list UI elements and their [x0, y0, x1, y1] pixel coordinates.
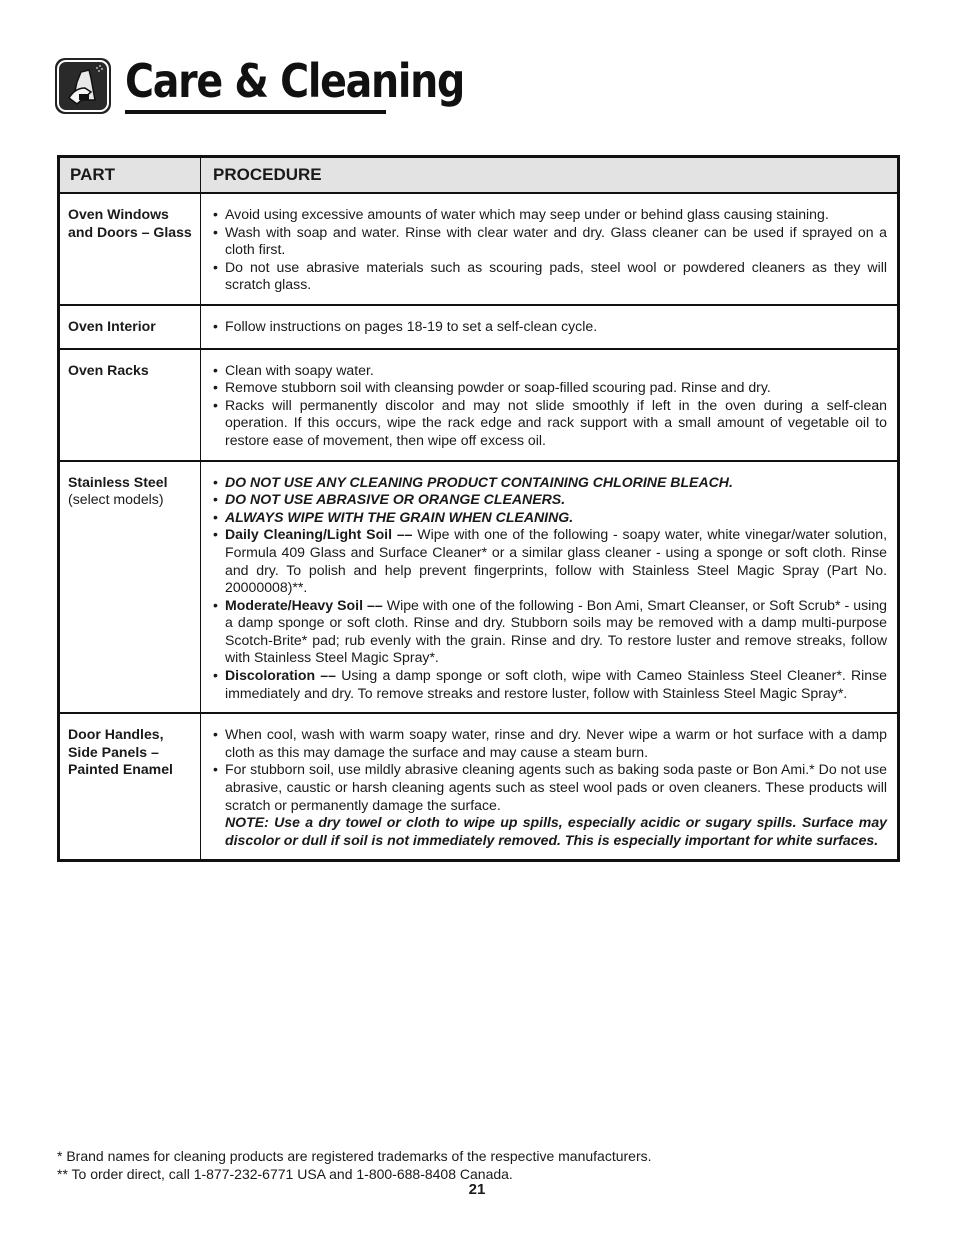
table-row — [59, 461, 899, 714]
procedure-cell — [201, 193, 899, 305]
procedure-list — [211, 362, 887, 450]
table-header-row — [59, 157, 899, 194]
procedure-text: Wipe with one of the following - Bon Ami, Smart Cleanser, or Soft Scrub* - using a damp sponge or soft cloth. Rinse and dry. Stubborn soils may be removed with a damp multi-purpose Scotch-Brite* pad; rub evenly with the grain. Rinse and dry. To restore luster and remove streaks, follow with Stainless Steel Magic Spray*. — [225, 596, 887, 666]
part-cell — [59, 305, 201, 349]
part-cell — [59, 461, 201, 714]
table-row — [59, 713, 899, 861]
procedure-item — [211, 397, 887, 450]
procedure-text: When cool, wash with warm soapy water, rinse and dry. Never wipe a warm or hot surface with a damp cloth as this may damage the surface and may cause a steam burn. — [225, 726, 887, 760]
column-header-part: PART — [59, 157, 201, 194]
procedure-item — [211, 667, 887, 702]
procedure-text: Wipe with one of the following - soapy water, white vinegar/water solution, Formula 409 Glass and Surface Cleaner* or a similar glass cleaner - using a sponge or soft cloth. Rinse and dry. To polish and help prevent fingerprints, follow with Stainless Steel Magic Spray (Part No. 20000008)**. — [225, 526, 887, 596]
footnote-order: ** To order direct, call 1-877-232-6771 USA and 1-800-688-8408 Canada. — [57, 1166, 513, 1182]
warning-text: DO NOT USE ABRASIVE OR ORANGE CLEANERS. — [225, 491, 566, 508]
care-cleaning-table — [57, 155, 900, 862]
table-row — [59, 349, 899, 461]
footnote-trademark: * Brand names for cleaning products are registered trademarks of the respective manufacturers. — [57, 1148, 652, 1164]
procedure-text: Racks will permanently discolor and may not slide smoothly if left in the oven during a self-clean operation. If this occurs, wipe the rack edge and rack support with a small amount of vegetable oil to restore ease of movement, then wipe off excess oil. — [225, 396, 887, 448]
footnotes — [57, 1147, 652, 1183]
procedure-item — [211, 318, 887, 336]
procedure-item — [211, 726, 887, 761]
part-cell — [59, 349, 201, 461]
procedure-text: Do not use abrasive materials such as scouring pads, steel wool or powdered cleaners as they will scratch glass. — [225, 258, 887, 293]
table-row — [59, 305, 899, 349]
procedure-cell — [201, 349, 899, 461]
procedure-text: Wash with soap and water. Rinse with clear water and dry. Glass cleaner can be used if sprayed on a cloth first. — [225, 223, 887, 258]
part-cell — [59, 713, 201, 861]
procedure-item — [211, 526, 887, 596]
procedure-item — [211, 509, 887, 527]
cleaning-spray-icon — [55, 58, 111, 114]
procedure-item — [211, 259, 887, 294]
procedure-lead: Discoloration –– — [225, 667, 336, 684]
procedure-text: Avoid using excessive amounts of water which may seep under or behind glass causing staining. — [225, 206, 829, 222]
procedure-cell — [201, 305, 899, 349]
procedure-item — [211, 597, 887, 667]
part-name: Door Handles, Side Panels – Painted Enamel — [68, 726, 173, 778]
part-note: (select models) — [68, 491, 164, 508]
procedure-text: Using a damp sponge or soft cloth, wipe with Cameo Stainless Steel Cleaner*. Rinse immediately and dry. To remove streaks and restore luster, follow with Stainless Steel Magic Spray*. — [225, 667, 887, 701]
table-row — [59, 193, 899, 305]
procedure-lead: Moderate/Heavy Soil –– — [225, 596, 383, 613]
procedure-cell — [201, 461, 899, 714]
procedure-lead: Daily Cleaning/Light Soil –– — [225, 526, 413, 543]
procedure-list — [211, 206, 887, 294]
procedure-note: NOTE: Use a dry towel or cloth to wipe up spills, especially acidic or sugary spills. Surface may discolor or dull if soil is not immediately removed. This is especially important for white surfaces. — [225, 814, 887, 848]
procedure-text: Clean with soapy water. — [225, 361, 374, 378]
part-cell — [59, 193, 201, 305]
procedure-item — [211, 474, 887, 492]
procedure-text: For stubborn soil, use mildly abrasive cleaning agents such as baking soda paste or Bon Ami.* Do not use abrasive, caustic or harsh cleaning agents such as steel wool pads or oven cleaners. These products will scratch or permanently damage the surface. — [225, 761, 887, 813]
part-name: Oven Windows and Doors – Glass — [68, 206, 192, 240]
page-number: 21 — [468, 1181, 486, 1198]
warning-text: ALWAYS WIPE WITH THE GRAIN WHEN CLEANING. — [225, 508, 574, 525]
procedure-cell — [201, 713, 899, 861]
title-underline — [125, 110, 386, 114]
procedure-item — [211, 362, 887, 380]
page-title: Care & Cleaning — [125, 54, 465, 108]
procedure-item — [211, 224, 887, 259]
column-header-procedure: PROCEDURE — [201, 157, 899, 194]
procedure-list — [211, 318, 887, 336]
procedure-item — [211, 379, 887, 397]
part-name: Oven Interior — [68, 317, 156, 334]
part-name: Oven Racks — [68, 361, 149, 378]
procedure-text: Remove stubborn soil with cleansing powder or soap-filled scouring pad. Rinse and dry. — [225, 379, 771, 396]
part-name: Stainless Steel — [68, 473, 168, 490]
warning-text: DO NOT USE ANY CLEANING PRODUCT CONTAINING CHLORINE BLEACH. — [225, 473, 733, 490]
procedure-item — [211, 491, 887, 509]
procedure-item — [211, 206, 887, 224]
procedure-text: Follow instructions on pages 18-19 to set a self-clean cycle. — [225, 317, 598, 334]
procedure-list — [211, 474, 887, 703]
procedure-list — [211, 726, 887, 849]
procedure-item — [211, 761, 887, 849]
